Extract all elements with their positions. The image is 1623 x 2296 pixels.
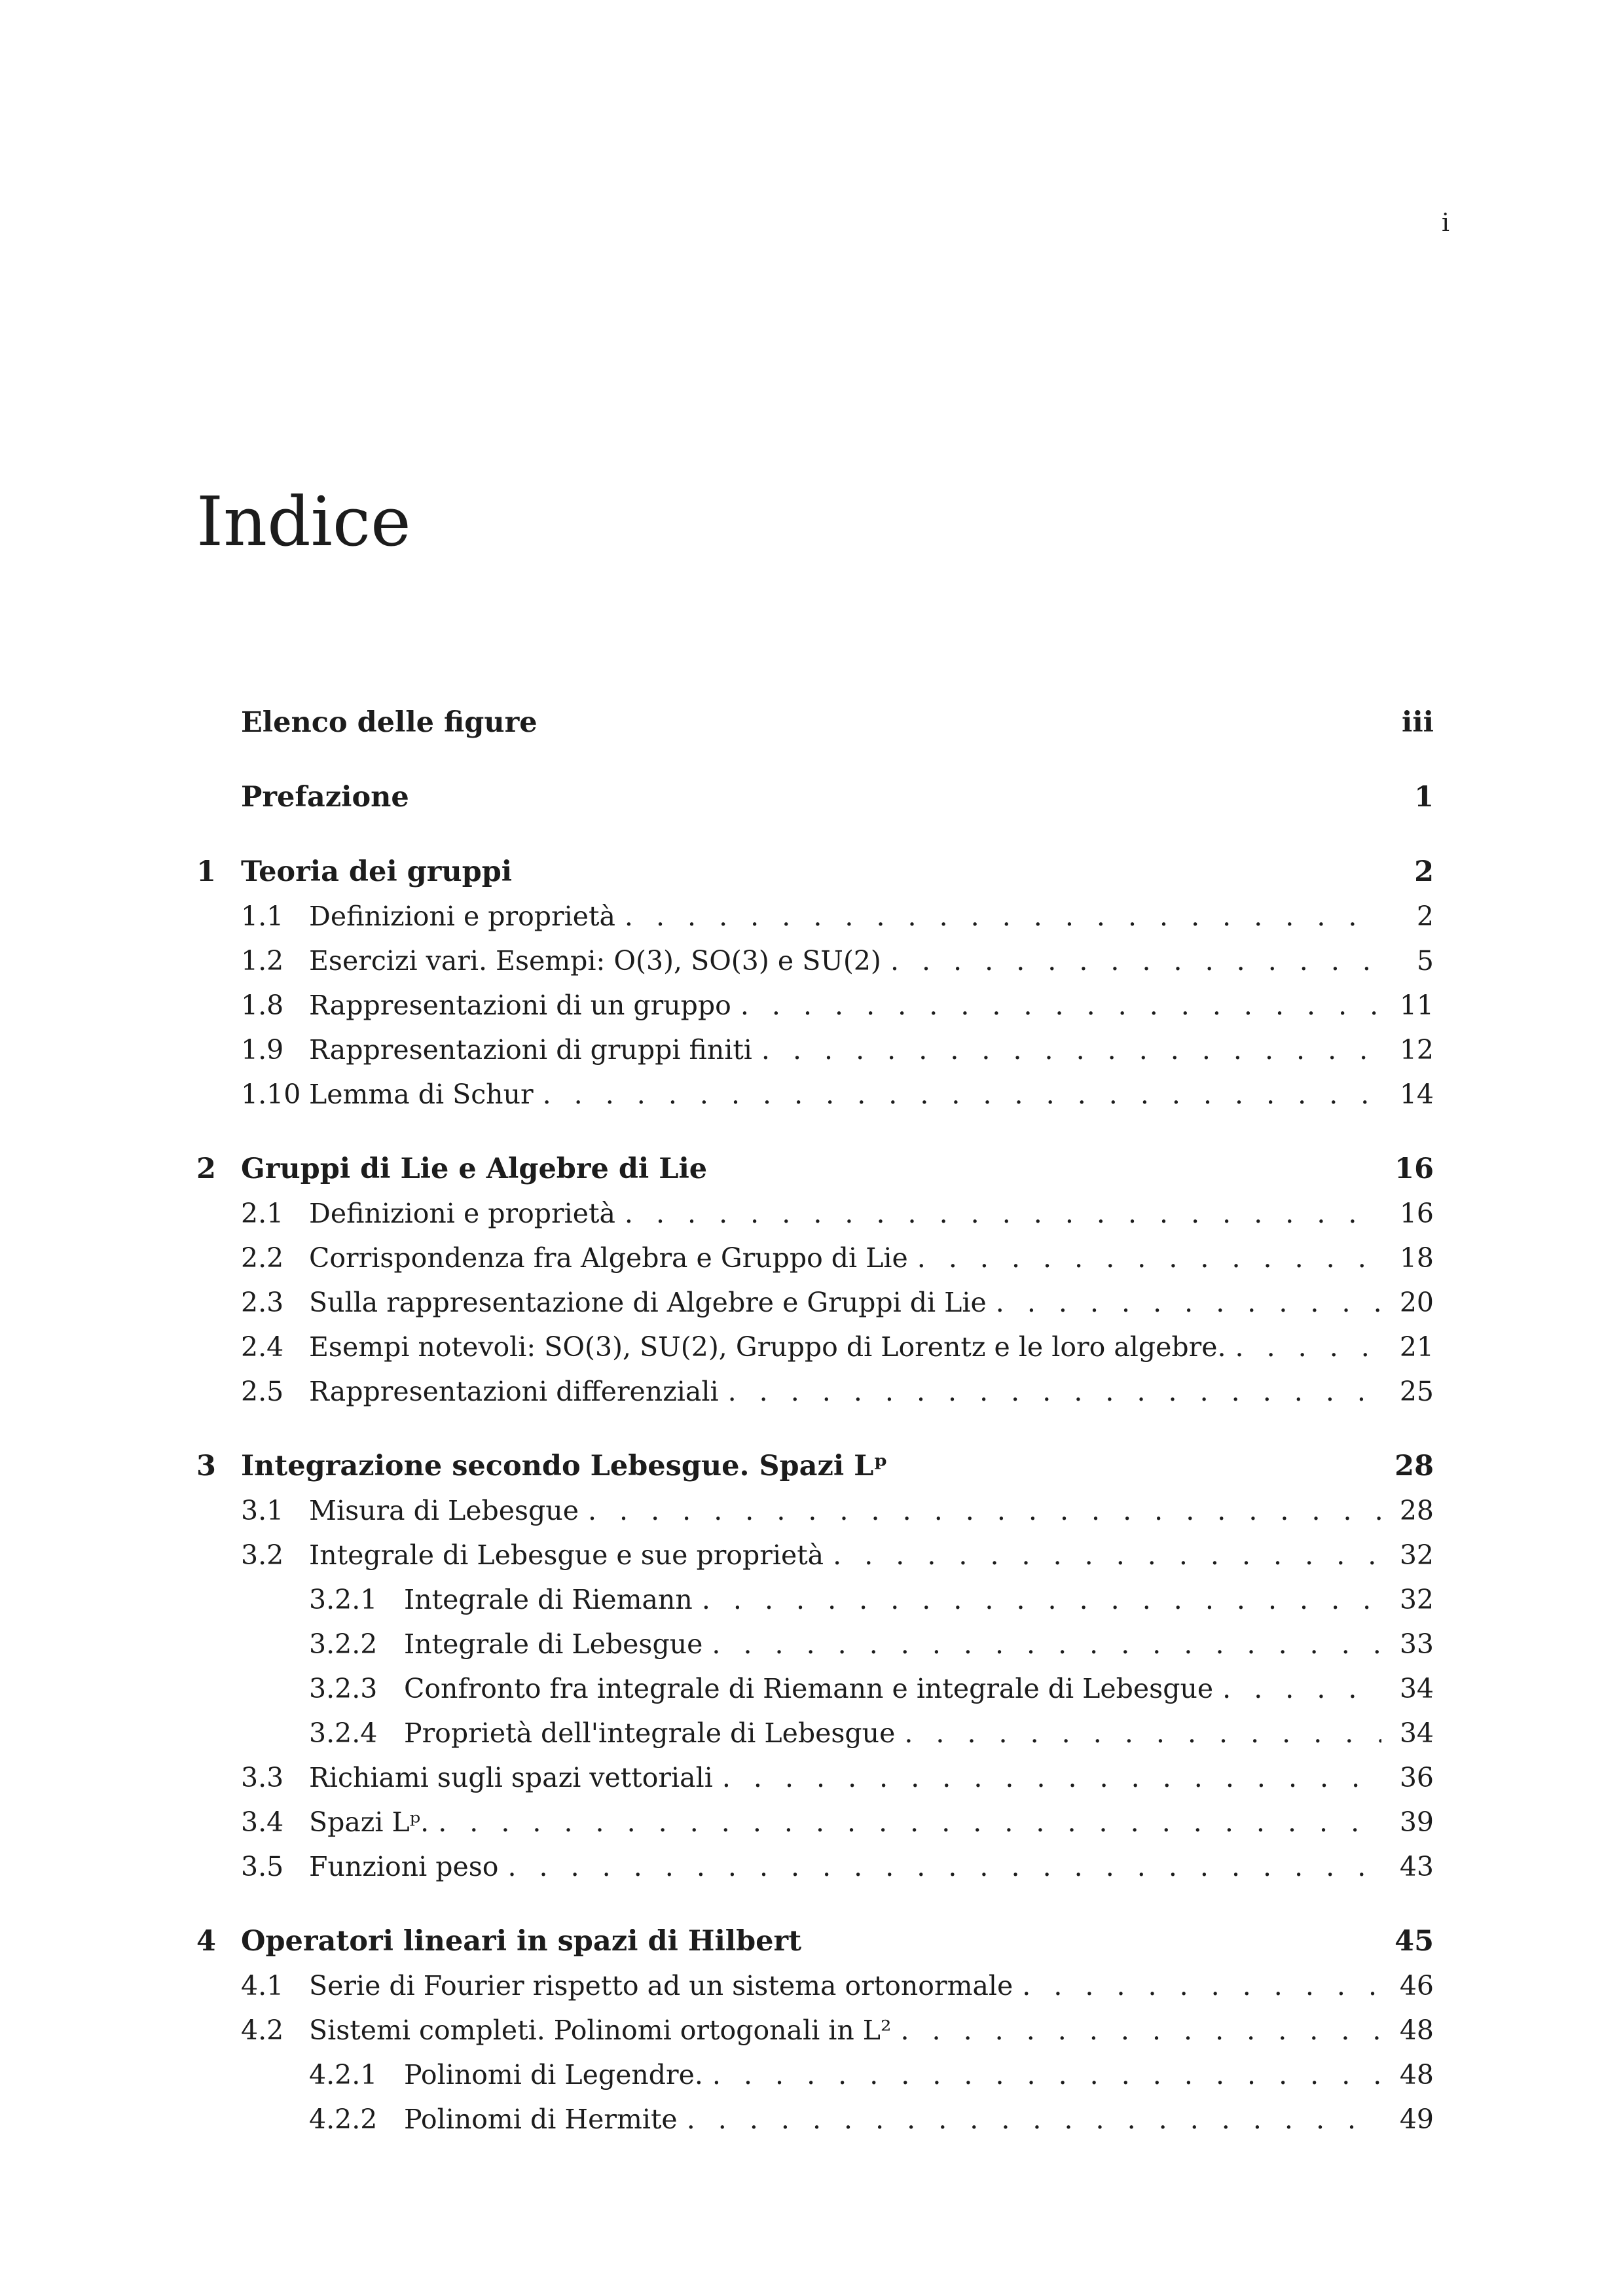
toc-entry-page[interactable]: 1 [1414,781,1434,814]
toc-entry-page[interactable]: 21 [1399,1331,1434,1363]
toc-entry-number: 2.4 [241,1331,284,1363]
toc-entry-page[interactable]: 36 [1399,1762,1434,1793]
toc-entry[interactable] [196,1919,1434,1964]
toc-entry-number: 4.2.1 [309,2059,378,2090]
toc-entry-number: 3.5 [241,1851,284,1882]
toc-entry-number: 2 [196,1153,216,1185]
toc-entry-page[interactable]: 25 [1399,1376,1434,1407]
toc-entry-page[interactable]: 33 [1399,1628,1434,1660]
toc-entry[interactable] [196,1964,1434,2008]
toc-entry-number: 3.2.4 [309,1717,378,1749]
toc-entry-page[interactable]: iii [1401,706,1434,739]
toc-entry-page[interactable]: 46 [1399,1970,1434,2001]
toc-entry-page[interactable]: 32 [1399,1584,1434,1615]
toc-entry[interactable] [196,1755,1434,1800]
dot-leader [429,1800,1381,1844]
toc-entry-number: 2.5 [241,1376,284,1407]
toc-entry-page[interactable]: 2 [1416,901,1434,932]
toc-entry-title[interactable]: Rappresentazioni di gruppi finiti [309,1034,752,1066]
toc-entry-page[interactable]: 11 [1399,990,1434,1021]
toc-entry-page[interactable]: 48 [1399,2059,1434,2090]
toc-entry-title[interactable]: Integrale di Lebesgue [404,1628,703,1660]
dot-leader [895,1711,1381,1755]
toc-entry[interactable] [196,2008,1434,2053]
dot-leader [615,894,1381,939]
toc-entry-page[interactable]: 16 [1395,1153,1434,1185]
toc-entry-title[interactable]: Operatori lineari in spazi di Hilbert [241,1925,802,1958]
toc-entry-number: 2.2 [241,1242,284,1274]
toc-entry-number: 1.10 [241,1079,301,1110]
toc-entry-title[interactable]: Esercizi vari. Esempi: O(3), SO(3) e SU(2) [309,945,881,977]
toc-entry-title[interactable]: Definizioni e proprietà [309,1198,615,1229]
toc-entry-number: 2.3 [241,1287,284,1318]
page-title: Indice [196,482,411,562]
toc-entry-title[interactable]: Sulla rappresentazione di Algebre e Gruppi di Lie [309,1287,987,1318]
toc-entry-page[interactable]: 45 [1395,1925,1434,1958]
dot-leader [731,983,1381,1028]
toc-entry[interactable] [196,2053,1434,2097]
toc-entry-number: 4.2 [241,2015,284,2046]
dot-leader [615,1191,1381,1236]
toc-entry-page[interactable]: 48 [1399,2015,1434,2046]
dot-leader [891,2008,1381,2053]
toc-entry-page[interactable]: 16 [1399,1198,1434,1229]
toc-entry-title[interactable]: Gruppi di Lie e Algebre di Lie [241,1153,708,1185]
toc-entry-title[interactable]: Sistemi completi. Polinomi ortogonali in L² [309,2015,892,2046]
toc-entry-title[interactable]: Integrale di Lebesgue e sue proprietà [309,1539,824,1571]
toc-entry-number: 1.1 [241,901,284,932]
toc-entry[interactable] [196,1488,1434,1533]
toc-entry[interactable] [196,894,1434,939]
toc-entry-title[interactable]: Funzioni peso [309,1851,499,1882]
dot-leader [1226,1325,1381,1369]
toc-entry-number: 4.2.2 [309,2104,378,2135]
dot-leader [881,939,1381,983]
dot-leader [1013,1964,1381,2008]
toc-entry-title[interactable]: Corrispondenza fra Algebra e Gruppo di Lie [309,1242,908,1274]
toc-entry-title[interactable]: Rappresentazioni di un gruppo [309,990,731,1021]
toc-entry-number: 3.1 [241,1495,284,1526]
toc-entry-title[interactable]: Elenco delle figure [241,706,538,739]
toc-entry-page[interactable]: 18 [1399,1242,1434,1274]
toc-entry-page[interactable]: 12 [1399,1034,1434,1066]
page-number: i [1441,208,1450,237]
toc-entry[interactable] [196,983,1434,1028]
toc-entry[interactable] [196,939,1434,983]
toc-entry[interactable] [196,1711,1434,1755]
toc-entry-title[interactable]: Polinomi di Legendre. [404,2059,703,2090]
dot-leader [719,1369,1381,1414]
toc-entry-title[interactable]: Polinomi di Hermite [404,2104,678,2135]
toc-entry[interactable] [196,1666,1434,1711]
toc-entry-page[interactable]: 5 [1416,945,1434,977]
toc-entry-page[interactable]: 2 [1414,855,1434,888]
toc-entry-title[interactable]: Definizioni e proprietà [309,901,615,932]
toc-entry-page[interactable]: 28 [1399,1495,1434,1526]
toc-entry-title[interactable]: Serie di Fourier rispetto ad un sistema ortonormale [309,1970,1013,2001]
table-of-contents [196,700,1434,2142]
toc-entry-number: 3.3 [241,1762,284,1793]
toc-entry[interactable] [196,1325,1434,1369]
toc-entry[interactable] [196,775,1434,819]
toc-entry-number: 1 [196,855,216,888]
toc-entry[interactable] [196,1369,1434,1414]
dot-leader [693,1577,1381,1622]
toc-entry-number: 3.2.2 [309,1628,378,1660]
toc-entry-page[interactable]: 14 [1399,1079,1434,1110]
dot-leader [987,1280,1381,1325]
toc-entry[interactable] [196,1236,1434,1280]
toc-entry-number: 3.2.3 [309,1673,378,1704]
toc-entry[interactable] [196,1280,1434,1325]
toc-entry-page[interactable]: 28 [1395,1450,1434,1482]
toc-entry-title[interactable]: Integrale di Riemann [404,1584,693,1615]
toc-entry[interactable] [196,1800,1434,1844]
toc-entry-page[interactable]: 49 [1399,2104,1434,2135]
toc-entry-number: 3.2 [241,1539,284,1571]
dot-leader [824,1533,1381,1577]
dot-leader [498,1844,1381,1889]
toc-entry[interactable] [196,1533,1434,1577]
toc-entry-number: 4 [196,1925,216,1958]
dot-leader [908,1236,1381,1280]
toc-entry-number: 1.8 [241,990,284,1021]
toc-entry-number: 1.9 [241,1034,284,1066]
toc-entry-number: 4.1 [241,1970,284,2001]
dot-leader [579,1488,1381,1533]
toc-entry-page[interactable]: 43 [1399,1851,1434,1882]
toc-entry-title[interactable]: Richiami sugli spazi vettoriali [309,1762,713,1793]
toc-entry[interactable] [196,700,1434,745]
toc-entry-title[interactable]: Teoria dei gruppi [241,855,513,888]
toc-entry-page[interactable]: 39 [1399,1806,1434,1838]
toc-entry-page[interactable]: 32 [1399,1539,1434,1571]
toc-entry-number: 2.1 [241,1198,284,1229]
toc-entry-page[interactable]: 20 [1399,1287,1434,1318]
toc-entry[interactable] [196,1844,1434,1889]
dot-leader [678,2097,1381,2142]
toc-entry-number: 3.4 [241,1806,284,1838]
toc-entry[interactable] [196,1147,1434,1191]
toc-entry[interactable] [196,1191,1434,1236]
toc-entry-title[interactable]: Prefazione [241,781,409,814]
toc-entry-page[interactable]: 34 [1399,1673,1434,1704]
toc-entry-number: 3 [196,1450,216,1482]
toc-entry-title[interactable]: Lemma di Schur [309,1079,534,1110]
toc-entry-title[interactable]: Proprietà dell'integrale di Lebesgue [404,1717,896,1749]
dot-leader [1213,1666,1381,1711]
toc-entry-number: 1.2 [241,945,284,977]
toc-entry-title[interactable]: Esempi notevoli: SO(3), SU(2), Gruppo di Lorentz e le loro algebre. [309,1331,1226,1363]
toc-entry[interactable] [196,2097,1434,2142]
dot-leader [534,1072,1381,1117]
dot-leader [713,1755,1381,1800]
toc-entry[interactable] [196,1622,1434,1666]
dot-leader [703,2053,1381,2097]
toc-entry-title[interactable]: Misura di Lebesgue [309,1495,579,1526]
toc-entry-title[interactable]: Integrazione secondo Lebesgue. Spazi Lᵖ [241,1450,888,1482]
toc-entry-title[interactable]: Spazi Lᵖ. [309,1806,429,1838]
toc-entry[interactable] [196,1444,1434,1488]
dot-leader [702,1622,1381,1666]
dot-leader [752,1028,1381,1072]
toc-entry-page[interactable]: 34 [1399,1717,1434,1749]
toc-entry[interactable] [196,850,1434,894]
toc-entry-title[interactable]: Rappresentazioni differenziali [309,1376,719,1407]
toc-entry-title[interactable]: Confronto fra integrale di Riemann e integrale di Lebesgue [404,1673,1214,1704]
toc-entry-number: 3.2.1 [309,1584,378,1615]
toc-entry[interactable] [196,1577,1434,1622]
toc-entry[interactable] [196,1072,1434,1117]
toc-entry[interactable] [196,1028,1434,1072]
